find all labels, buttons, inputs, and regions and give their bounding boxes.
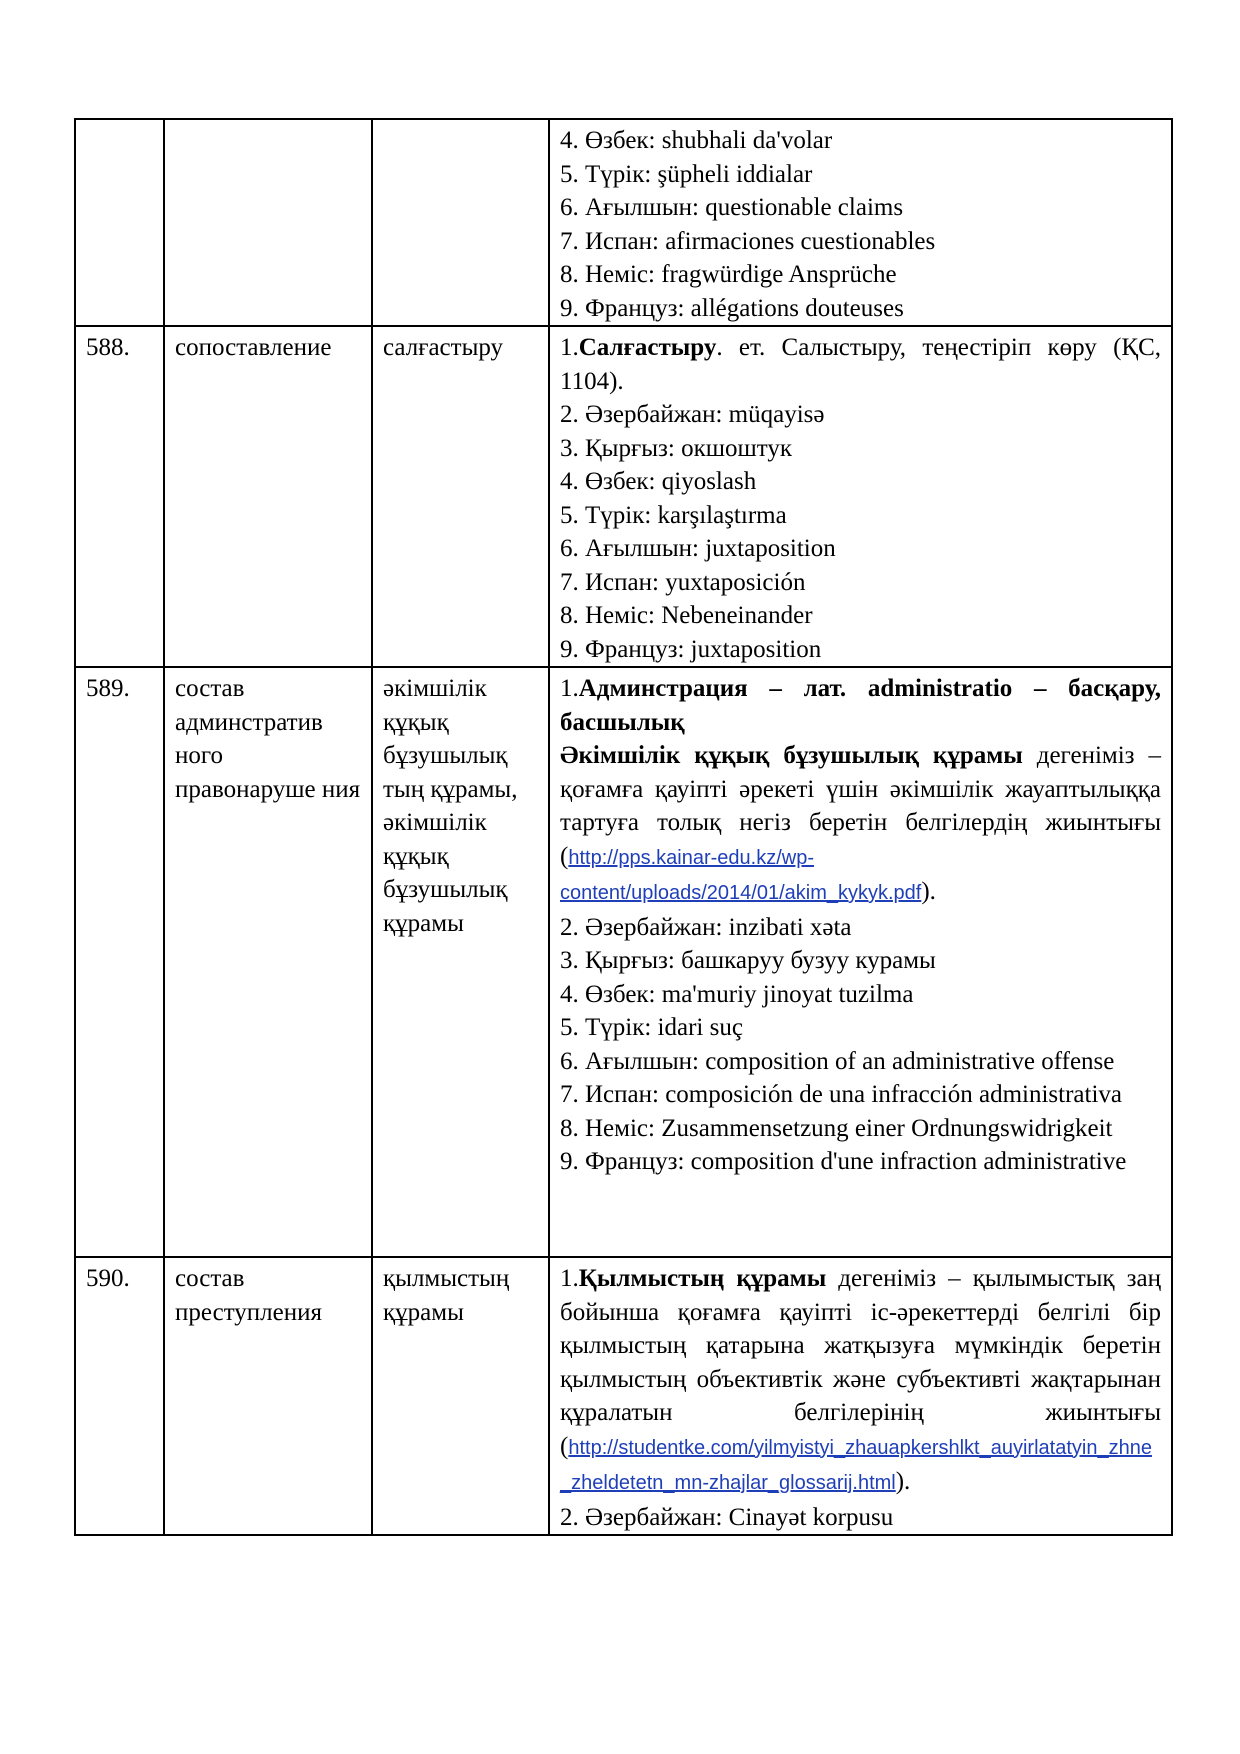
translation-line: 2. Әзербайжан: inzibati xəta (560, 913, 852, 941)
row-number: 588. (75, 326, 164, 667)
translation-line: 4. Өзбек: ma'muriy jinoyat tuzilma (560, 980, 914, 1008)
definition-text: 1.Қылмыстың құрамы дегеніміз – қылымыстық заң бойынша қоғамға қауіпті іс-әрекеттерді белгілі бір қылмыстың қатарына жатқызуға мүмкіндік беретін қылмыстың объективтік және субъективті жақтарынан құралатын белгілерінің жиынтығы (http://studentke.com/yilmyistyi_zhauapkershlkt_auyirlatatyin_zhne_zheldetetn_mn-zhajlar_glossarij.html). (560, 1265, 1161, 1495)
source-link[interactable]: http://studentke.com/yilmyistyi_zhauapkershlkt_auyirlatatyin_zhne_zheldetetn_mn-zhajlar_glossarij.html (560, 1436, 1152, 1494)
definition-cell (549, 326, 1172, 667)
defined-term: Қылмыстың құрамы (578, 1265, 827, 1292)
defined-term: Әкімшілік құқық бұзушылық құрамы (560, 742, 1023, 769)
translation-line: 9. Француз: allégations douteuses (560, 294, 904, 322)
definition-heading: 1.Админстрация – лат. administratio – басқару, басшылық (560, 675, 1161, 736)
translation-line: 7. Испан: afirmaciones cuestionables (560, 227, 936, 255)
russian-term (164, 119, 372, 326)
table-row (75, 1257, 1172, 1535)
translation-line: 7. Испан: composición de una infracción administrativa (560, 1081, 1122, 1108)
table-row (75, 326, 1172, 667)
translation-line: 5. Түрік: idari suç (560, 1014, 743, 1041)
row-number: 589. (75, 667, 164, 1257)
translation-line: 3. Қырғыз: окшоштук (560, 434, 792, 462)
glossary-table (74, 118, 1173, 1536)
translation-line: 2. Әзербайжан: Cinayət korpusu (560, 1503, 894, 1531)
kazakh-term: салғастыру (372, 326, 549, 667)
table-row (75, 667, 1172, 1257)
kazakh-term (372, 119, 549, 326)
definition-cell (549, 1257, 1172, 1535)
translation-line: 4. Өзбек: qiyoslash (560, 468, 757, 495)
definition-text: 1.Салғастыру. ет. Салыстыру, теңестіріп көру (ҚС, 1104). (560, 334, 1161, 395)
translation-line: 9. Француз: composition d'une infraction administrative (560, 1148, 1127, 1175)
russian-term: сопоставление (164, 326, 372, 667)
translation-line: 6. Ағылшын: composition of an administrative offense (560, 1047, 1115, 1075)
defined-term: Салғастыру (578, 334, 717, 361)
source-link[interactable]: http://pps.kainar-edu.kz/wp-content/uploads/2014/01/akim_kykyk.pdf (560, 846, 922, 904)
translation-line: 3. Қырғыз: башкаруу бузуу курамы (560, 947, 936, 974)
row-number: 590. (75, 1257, 164, 1535)
table-row (75, 119, 1172, 326)
russian-term: состав админстратив ного правонаруше ния (164, 667, 372, 1257)
definition-text: Әкімшілік құқық бұзушылық құрамы дегеніміз – қоғамға қауіпті әрекеті үшін әкімшілік жауаптылыққа тартуға толық негіз беретін белгілердің жиынтығы (http://pps.kainar-edu.kz/wp-content/uploads/2014/01/akim_kykyk.pdf). (560, 742, 1161, 905)
translation-line: 6. Ағылшын: questionable claims (560, 194, 904, 221)
translation-line: 9. Француз: juxtaposition (560, 635, 822, 663)
translation-line: 7. Испан: yuxtaposición (560, 568, 806, 596)
translation-line: 8. Неміс: Nebeneinander (560, 602, 813, 629)
translation-line: 5. Түрік: karşılaştırma (560, 501, 787, 529)
translation-line: 5. Түрік: şüpheli iddialar (560, 160, 813, 188)
kazakh-term: қылмыстың құрамы (372, 1257, 549, 1535)
translation-line: 6. Ағылшын: juxtaposition (560, 535, 836, 562)
translation-line: 4. Өзбек: shubhali da'volar (560, 127, 833, 154)
row-number (75, 119, 164, 326)
definition-cell (549, 667, 1172, 1257)
translation-line: 2. Әзербайжан: müqayisə (560, 401, 825, 428)
definition-cell (549, 119, 1172, 326)
translation-line: 8. Неміс: Zusammensetzung einer Ordnungswidrigkeit (560, 1114, 1113, 1142)
russian-term: состав преступления (164, 1257, 372, 1535)
translation-line: 8. Неміс: fragwürdige Ansprüche (560, 261, 897, 288)
kazakh-term: әкімшілік құқық бұзушылық тың құрамы, әкімшілік құқық бұзушылық құрамы (372, 667, 549, 1257)
